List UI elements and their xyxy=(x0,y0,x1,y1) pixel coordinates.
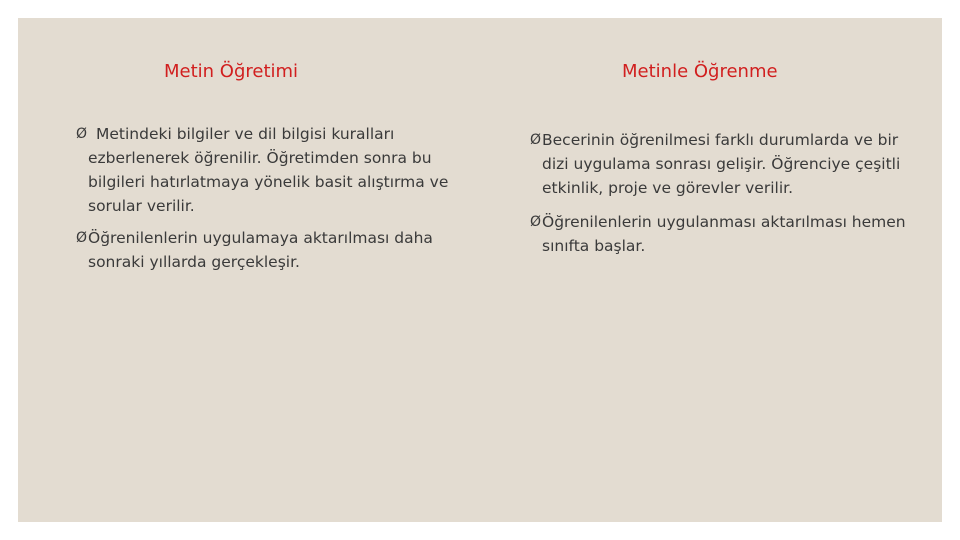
arrow-bullet-icon: Ø xyxy=(76,230,88,246)
arrow-bullet-icon: Ø xyxy=(76,126,88,142)
left-bullet-1-text: Metindeki bilgiler ve dil bilgisi kuralları ezberlenerek öğrenilir. Öğretimden sonra bu bilgileri hatırlatmaya yönelik basit alıştırma ve sorular verilir. xyxy=(88,125,449,215)
right-bullet-2 xyxy=(530,210,910,258)
right-bullet-1 xyxy=(530,128,910,200)
left-bullet-2-text: Öğrenilenlerin uygulamaya aktarılması daha sonraki yıllarda gerçekleşir. xyxy=(88,229,433,271)
arrow-bullet-icon: Ø xyxy=(530,132,542,148)
left-bullet-1 xyxy=(76,122,456,218)
arrow-bullet-icon: Ø xyxy=(530,214,542,230)
right-column-title: Metinle Öğrenme xyxy=(622,61,778,82)
left-column-title: Metin Öğretimi xyxy=(164,61,299,82)
right-bullet-2-text: Öğrenilenlerin uygulanması aktarılması hemen sınıfta başlar. xyxy=(542,213,906,255)
slide xyxy=(18,18,942,522)
right-bullet-1-text: Becerinin öğrenilmesi farklı durumlarda ve bir dizi uygulama sonrası gelişir. Öğrenciye çeşitli etkinlik, proje ve görevler verilir. xyxy=(542,131,901,197)
left-bullet-2 xyxy=(76,226,456,274)
